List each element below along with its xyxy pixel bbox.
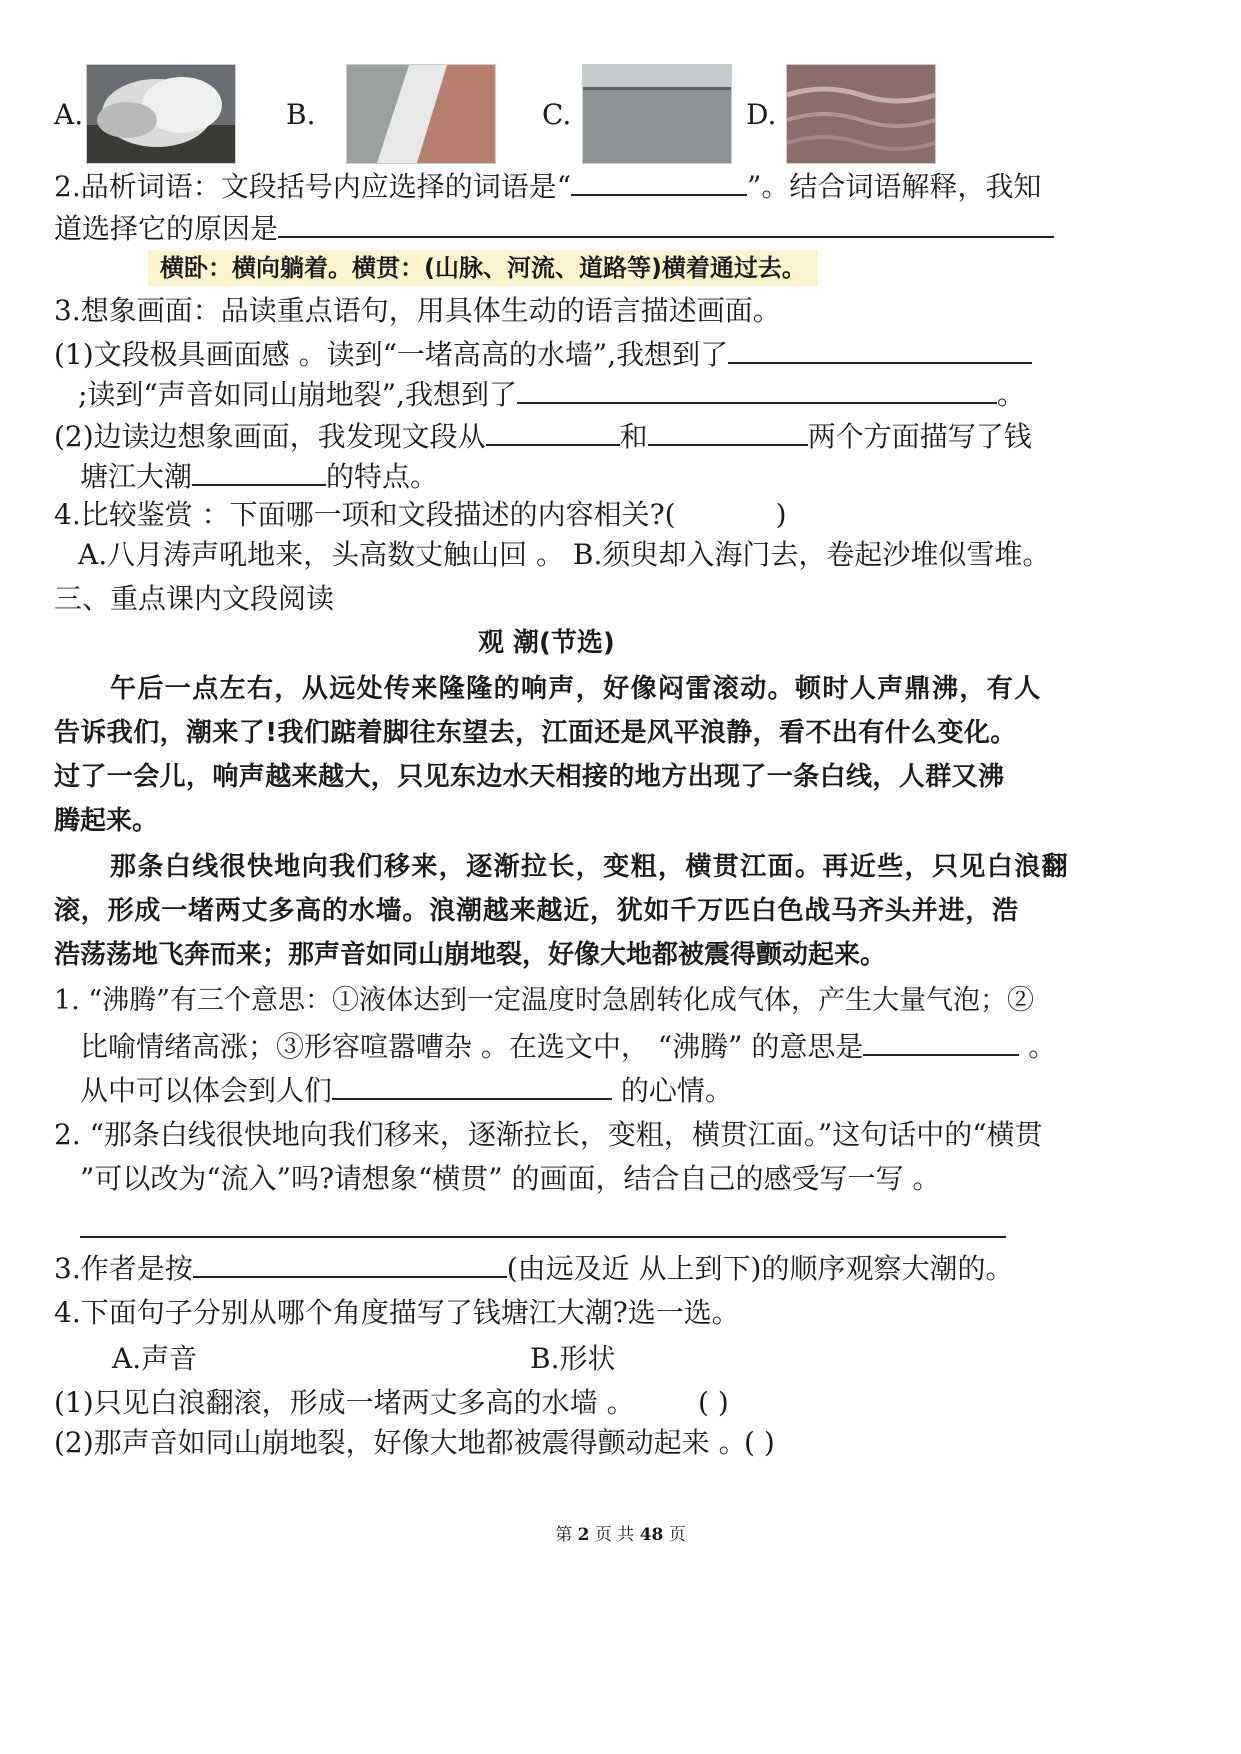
option-c-image [582,64,732,164]
q4-title-line [54,498,787,532]
q3-p1end: 。 [996,378,1025,411]
q2-line2 [54,210,1054,246]
q2-line1 [54,168,1041,204]
passage-p2-line2: 滚，形成一堵两丈多高的水墙。浪潮越来越近，犹如千万匹白色战马齐头并进，浩 [54,896,1019,926]
q3-feature-blank[interactable] [192,458,326,486]
q2-word-blank[interactable] [571,168,747,196]
s3q4-sentence2: (2)那声音如同山崩地裂，好像大地都被震得颤动起来 。 [54,1426,747,1459]
s3q3-b: (由远及近 从上到下)的顺序观察大潮的。 [506,1252,1014,1285]
option-b-label: B. [286,98,316,131]
q3-aspect2-blank[interactable] [648,418,808,446]
option-b-image [346,64,496,164]
s3q1-l3a: 从中可以体会到人们 [80,1074,333,1107]
passage-p1-line1: 午后一点左右，从远处传来隆隆的响声，好像闷雷滚动。顿时人声鼎沸，有人 [110,674,1042,704]
q2-text2: ”。结合词语解释，我知 [747,170,1042,203]
s3q4-answer1[interactable]: ( ) [698,1386,729,1419]
q3-p2e: 的特点。 [326,460,439,493]
q3-p1a: (1)文段极具画面感 。读到“一堵高高的水墙”,我想到了 [54,338,729,371]
passage-p2-line1: 那条白线很快地向我们移来，逐渐拉长，变粗，横贯江面。再近些，只见白浪翻 [110,852,1070,882]
q2-text3: 道选择它的原因是 [54,212,279,245]
s3q1-l3b: 的心情。 [612,1074,733,1107]
footer-page-number: 2 [577,1525,590,1545]
footer-mid: 页 共 [589,1525,640,1545]
passage-p2-line3: 浩荡荡地飞奔而来；那声音如同山崩地裂，好像大地都被震得颤动起来。 [54,940,887,970]
option-d-label: D. [746,98,777,131]
footer-total-pages: 48 [639,1525,664,1545]
q3-p1b: ;读到“声音如同山崩地裂”,我想到了 [78,378,517,411]
s3q3-a: 3.作者是按 [54,1252,193,1285]
s3q1-l2b: 。 [1019,1030,1057,1063]
footer-prefix: 第 [555,1525,578,1545]
s3q4-answer2[interactable]: ( ) [744,1426,775,1459]
option-c-label: C. [542,98,572,131]
q3-wall-blank[interactable] [728,336,1032,364]
passage-p1-line4: 腾起来。 [54,806,159,836]
passage-p1-line3: 过了一会儿，响声越来越大，只见东边水天相接的地方出现了一条白线，人群又沸 [54,762,1005,792]
q4-close: ) [775,498,787,531]
page-footer [0,1520,1241,1545]
s3q4-sentence1: (1)只见白浪翻滚，形成一堵两丈多高的水墙 。 [54,1386,635,1419]
q3-p2d: 塘江大潮 [80,460,193,493]
q3-p2b: 和 [619,420,648,453]
s3q4-option-a: A.声音 [112,1342,198,1375]
s3q1-line1: 1. “沸腾”有三个意思：①液体达到一定温度时急剧转化成气体，产生大量气泡；② [54,985,1034,1016]
q4-options: A.八月涛声吼地来，头高数丈触山回 。 B.须臾却入海门去，卷起沙堆似雪堆。 [78,538,1051,571]
q3-sound-blank[interactable] [517,376,997,404]
s3q2-line1: 2. “那条白线很快地向我们移来，逐渐拉长，变粗，横贯江面。”这句话中的“横贯 [54,1118,1043,1151]
q4-title: 4.比较鉴赏 ：下面哪一项和文段描述的内容相关?( [54,498,676,531]
section3-heading: 三、重点课内文段阅读 [54,582,335,615]
q3-part2-line1 [54,418,1032,454]
s3q4-title: 4.下面句子分别从哪个角度描写了钱塘江大潮?选一选。 [54,1296,740,1329]
s3q1-mood-blank[interactable] [332,1072,612,1100]
q3-p2a: (2)边读边想象画面，我发现文段从 [54,420,486,453]
q3-part1-line1 [54,336,1032,372]
passage-title: 观 潮(节选) [478,628,615,658]
q3-aspect1-blank[interactable] [486,418,620,446]
s3q3-order-blank[interactable] [193,1250,507,1278]
q3-part1-line2 [78,376,1025,412]
s3q4-option-b: B.形状 [530,1342,616,1375]
s3q1-l2a: 比喻情绪高涨；③形容喧嚣嘈杂 。在选文中， “沸腾” 的意思是 [80,1030,864,1063]
q2-text1: 2.品析词语：文段括号内应选择的词语是“ [54,170,572,203]
q3-p2c: 两个方面描写了钱 [807,420,1032,453]
q2-reason-blank[interactable] [278,210,1054,238]
passage-p1-line2: 告诉我们，潮来了!我们踮着脚往东望去，江面还是风平浪静，看不出有什么变化。 [54,718,1017,748]
s3q3-line [54,1250,1013,1286]
s3q1-line3 [80,1072,733,1108]
s3q1-line2 [80,1028,1056,1064]
q2-definition-highlight: 横卧：横向躺着。横贯：(山脉、河流、道路等)横着通过去。 [148,250,818,286]
option-a-image [86,64,236,164]
s3q1-meaning-blank[interactable] [863,1028,1019,1056]
s3q2-answer-line[interactable] [80,1236,1006,1238]
footer-suffix: 页 [663,1525,686,1545]
q3-title: 3.想象画面：品读重点语句，用具体生动的语言描述画面。 [54,294,781,327]
q3-part2-line2 [80,458,438,494]
option-a-label: A. [54,98,84,131]
option-d-image [786,64,936,164]
s3q2-line2: ”可以改为“流入”吗?请想象“横贯” 的画面，结合自己的感受写一写 。 [80,1162,941,1195]
